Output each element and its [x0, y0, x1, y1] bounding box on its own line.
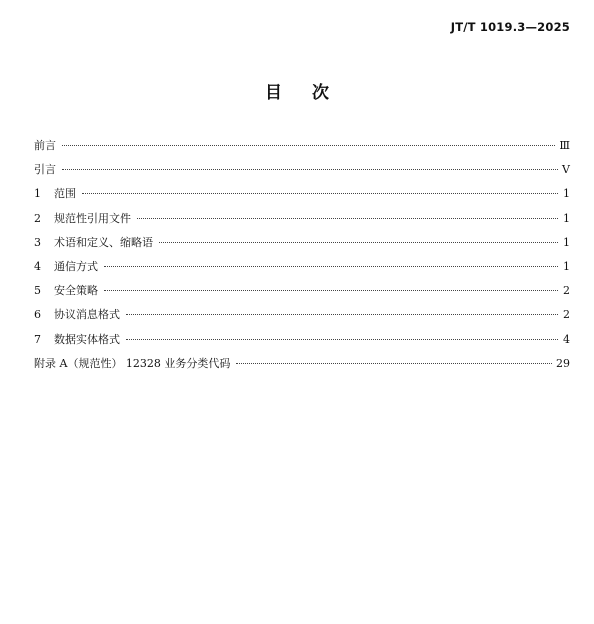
toc-label: 安全策略	[54, 284, 98, 298]
toc-page-number: 1	[563, 187, 570, 201]
toc-label: 通信方式	[54, 259, 98, 273]
table-of-contents	[34, 134, 570, 376]
toc-label: 术语和定义、缩略语	[54, 235, 153, 249]
toc-label: 前言	[34, 139, 56, 152]
toc-section-number: 5	[34, 284, 41, 298]
toc-leader-dots	[62, 155, 558, 170]
toc-page-number: 4	[563, 332, 570, 346]
toc-label: 引言	[34, 163, 56, 177]
toc-label: 数据实体格式	[54, 332, 120, 346]
toc-page-number: Ⅴ	[562, 163, 570, 177]
toc-leader-dots	[104, 252, 558, 267]
toc-label: 规范性引用文件	[54, 211, 131, 225]
document-code: JT/T 1019.3—2025	[450, 20, 570, 34]
toc-item-appendix-a[interactable]	[34, 352, 570, 376]
toc-label: 范围	[54, 187, 76, 201]
toc-page-number: 1	[563, 235, 570, 249]
toc-leader-dots	[126, 300, 558, 315]
toc-section-number: 3	[34, 235, 41, 249]
toc-page-number: 1	[563, 259, 570, 273]
toc-page-number: Ⅲ	[559, 139, 570, 152]
toc-leader-dots	[159, 228, 558, 243]
toc-leader-dots	[62, 131, 555, 146]
toc-section-number: 1	[34, 187, 41, 201]
toc-section-number: 4	[34, 259, 41, 273]
toc-section-number: 7	[34, 332, 41, 346]
toc-label: 附录 A（规范性） 12328 业务分类代码	[34, 356, 231, 370]
toc-label: 协议消息格式	[54, 308, 120, 322]
toc-leader-dots	[137, 204, 558, 219]
toc-leader-dots	[104, 276, 558, 291]
toc-page-number: 1	[563, 211, 570, 225]
toc-leader-dots	[82, 179, 558, 194]
toc-leader-dots	[236, 349, 552, 364]
toc-page-number: 2	[563, 284, 570, 298]
toc-section-number: 6	[34, 308, 41, 322]
page-title: 目次	[265, 83, 359, 103]
toc-leader-dots	[126, 325, 558, 340]
toc-page-number: 29	[556, 356, 570, 370]
toc-page-number: 2	[563, 308, 570, 322]
toc-section-number: 2	[34, 211, 41, 225]
